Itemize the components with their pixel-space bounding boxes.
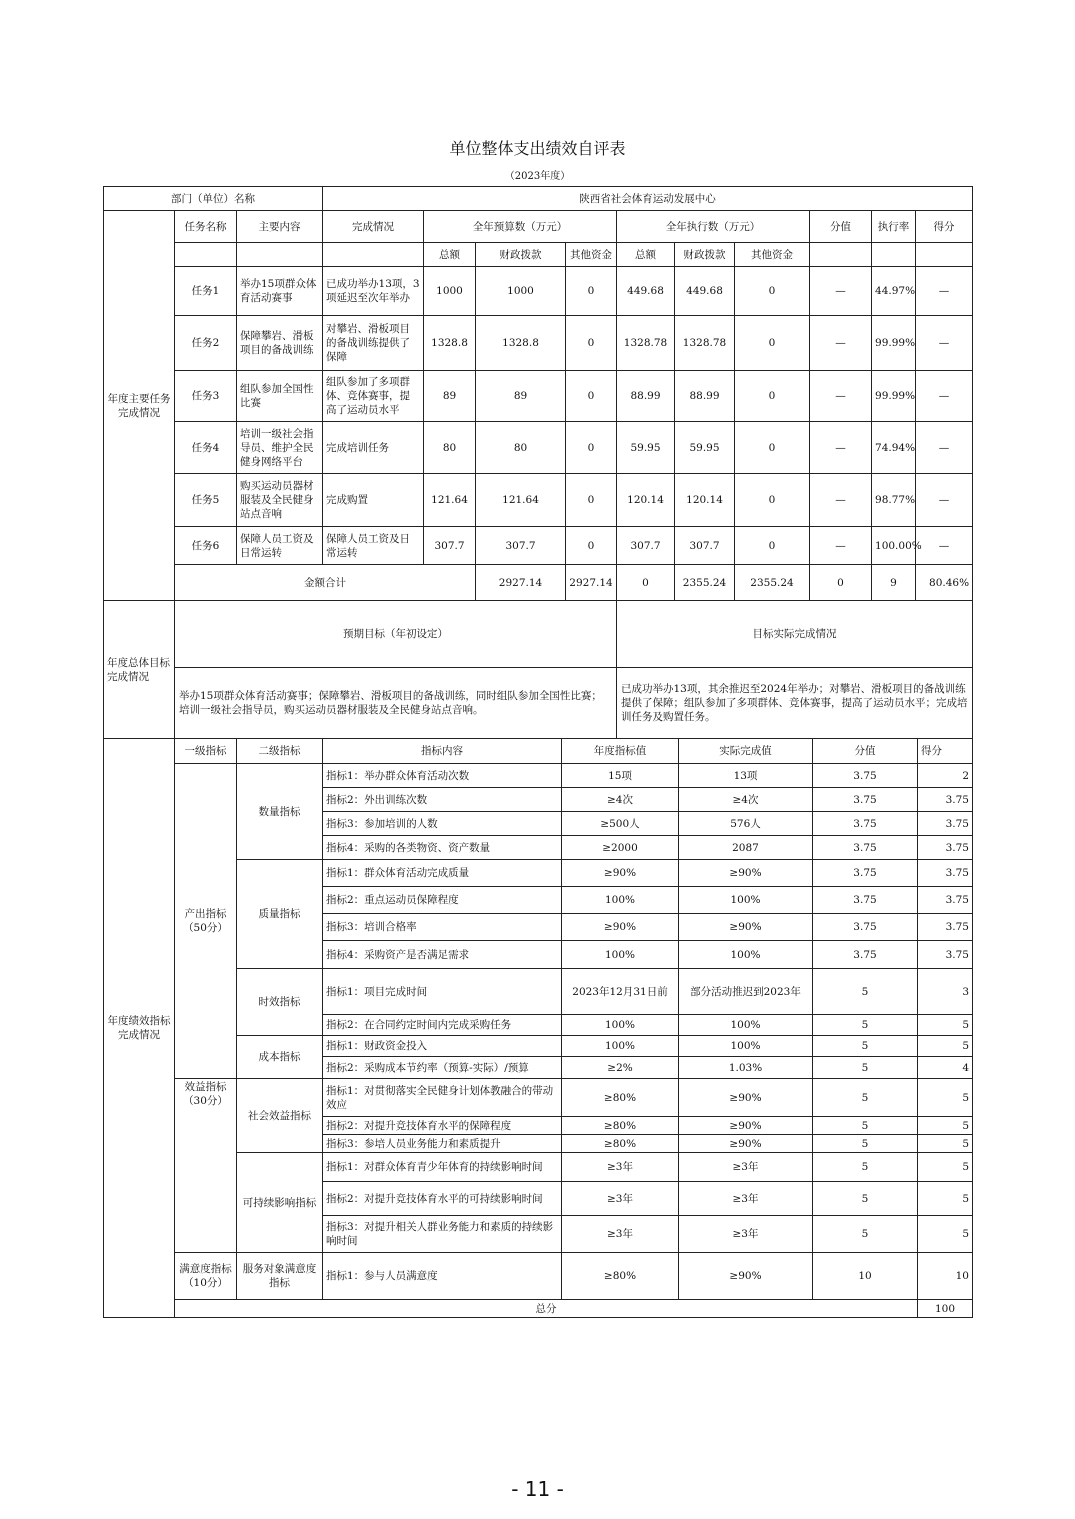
- indicator-content: 指标2：重点运动员保障程度: [323, 887, 562, 914]
- hdr-level1: 一级指标: [175, 739, 237, 764]
- benefit-label: 效益指标（30分）: [175, 1079, 237, 1253]
- task-rate: 99.99%: [872, 316, 916, 371]
- indicator-actual: 100%: [679, 1015, 813, 1036]
- task-row: [104, 267, 973, 316]
- hdr-indicator-content: 指标内容: [323, 739, 562, 764]
- task-name: 任务4: [175, 422, 237, 474]
- hdr-score-value: 分值: [810, 211, 872, 243]
- task-exec-fiscal: 307.7: [675, 527, 735, 565]
- indicator-actual: 部分活动推迟到2023年: [679, 969, 813, 1015]
- indicator-score: 2: [918, 764, 973, 788]
- goal-actual-header: 目标实际完成情况: [617, 601, 973, 668]
- dept-name: 陕西省社会体育运动发展中心: [323, 187, 973, 211]
- indicator-score: 3.75: [918, 887, 973, 914]
- task-budget-other: 0: [566, 527, 617, 565]
- task-budget-fiscal: 1000: [476, 267, 566, 316]
- task-budget-fiscal: 307.7: [476, 527, 566, 565]
- indicator-value: 3.75: [813, 887, 918, 914]
- page-number: - 11 -: [511, 1477, 564, 1501]
- task-row: [104, 527, 973, 565]
- total-exec-fiscal: 2355.24: [735, 565, 810, 601]
- total-row: [104, 565, 973, 601]
- indicator-target: ≥3年: [562, 1182, 679, 1216]
- indicator-content: 指标3：参加培训的人数: [323, 812, 562, 836]
- indicator-content: 指标2：在合同约定时间内完成采购任务: [323, 1015, 562, 1036]
- task-exec-total: 59.95: [617, 422, 675, 474]
- total-budget-fiscal: 2927.14: [566, 565, 617, 601]
- task-score: —: [916, 316, 973, 371]
- hdr-exec-other: 其他资金: [735, 243, 810, 267]
- task-table: [103, 186, 973, 601]
- goal-expected-header: 预期目标（年初设定）: [175, 601, 617, 668]
- indicator-content: 指标2：采购成本节约率（预算-实际）/预算: [323, 1057, 562, 1079]
- task-row: [104, 316, 973, 371]
- task-content: 组队参加全国性比赛: [237, 371, 323, 422]
- task-score: —: [916, 422, 973, 474]
- task-score: —: [916, 474, 973, 527]
- task-status: 已成功举办13项，3项延迟至次年举办: [323, 267, 424, 316]
- task-budget-fiscal: 80: [476, 422, 566, 474]
- task-budget-total: 80: [424, 422, 476, 474]
- hdr-budget-total: 总额: [424, 243, 476, 267]
- task-exec-fiscal: 88.99: [675, 371, 735, 422]
- indicator-value: 5: [813, 1182, 918, 1216]
- hdr-budget: 全年预算数（万元）: [424, 211, 617, 243]
- task-value: —: [810, 422, 872, 474]
- dept-label: 部门（单位）名称: [104, 187, 323, 211]
- indicator-target: 15项: [562, 764, 679, 788]
- hdr-blank: [872, 243, 916, 267]
- task-name: 任务1: [175, 267, 237, 316]
- task-value: —: [810, 267, 872, 316]
- task-section-label: 年度主要任务完成情况: [104, 211, 175, 601]
- cost-label: 成本指标: [237, 1036, 323, 1079]
- sustain-label: 可持续影响指标: [237, 1153, 323, 1253]
- indicator-score: 5: [918, 1036, 973, 1057]
- indicator-value: 3.75: [813, 860, 918, 887]
- task-budget-other: 0: [566, 267, 617, 316]
- total-rate: 80.46%: [916, 565, 973, 601]
- indicator-value: 5: [813, 969, 918, 1015]
- indicator-target: ≥2%: [562, 1057, 679, 1079]
- grand-total-row: [104, 1300, 973, 1318]
- hdr-score: 得分: [916, 211, 973, 243]
- indicator-value: 3.75: [813, 788, 918, 812]
- hdr-blank: [810, 243, 872, 267]
- indicator-score: 4: [918, 1057, 973, 1079]
- goal-actual-text: 已成功举办13项，其余推迟至2024年举办；对攀岩、滑板项目的备战训练提供了保障；组队参加了多项群体、竞体赛事，提高了运动员水平；完成培训任务及购置任务。: [617, 668, 973, 739]
- indicator-score: 3.75: [918, 941, 973, 969]
- indicator-actual: 100%: [679, 1036, 813, 1057]
- indicator-score: 5: [918, 1153, 973, 1182]
- indicator-row: [104, 1079, 973, 1117]
- task-exec-other: 0: [735, 371, 810, 422]
- indicator-value: 5: [813, 1036, 918, 1057]
- output-label: 产出指标（50分）: [175, 764, 237, 1079]
- indicator-value: 5: [813, 1015, 918, 1036]
- indicator-actual: ≥3年: [679, 1216, 813, 1253]
- indicator-score: 10: [918, 1253, 973, 1300]
- indicator-score: 3.75: [918, 914, 973, 941]
- task-content: 保障攀岩、滑板项目的备战训练: [237, 316, 323, 371]
- indicator-score: 5: [918, 1079, 973, 1117]
- indicator-target: ≥80%: [562, 1079, 679, 1117]
- hdr-exec-total: 总额: [617, 243, 675, 267]
- task-budget-total: 307.7: [424, 527, 476, 565]
- indicator-score: 5: [918, 1135, 973, 1153]
- indicator-actual: ≥90%: [679, 1079, 813, 1117]
- task-exec-other: 0: [735, 422, 810, 474]
- task-name: 任务5: [175, 474, 237, 527]
- indicator-value: 10: [813, 1253, 918, 1300]
- indicator-target: ≥500人: [562, 812, 679, 836]
- indicator-score: 5: [918, 1216, 973, 1253]
- indicator-score: 5: [918, 1182, 973, 1216]
- task-value: —: [810, 474, 872, 527]
- indicator-target: 100%: [562, 1036, 679, 1057]
- indicator-actual: ≥90%: [679, 914, 813, 941]
- grand-total-label: 总分: [175, 1300, 918, 1318]
- task-exec-total: 88.99: [617, 371, 675, 422]
- indicator-value: 5: [813, 1117, 918, 1135]
- task-budget-other: 0: [566, 474, 617, 527]
- indicator-value: 3.75: [813, 836, 918, 860]
- task-exec-other: 0: [735, 527, 810, 565]
- task-budget-total: 1000: [424, 267, 476, 316]
- hdr-blank: [175, 243, 237, 267]
- indicator-actual: ≥4次: [679, 788, 813, 812]
- indicator-content: 指标2：外出训练次数: [323, 788, 562, 812]
- hdr-level2: 二级指标: [237, 739, 323, 764]
- indicator-value: 5: [813, 1057, 918, 1079]
- page-title: 单位整体支出绩效自评表: [449, 139, 626, 158]
- indicator-actual: ≥90%: [679, 860, 813, 887]
- indicator-value: 3.75: [813, 764, 918, 788]
- goal-expected-text: 举办15项群众体育活动赛事；保障攀岩、滑板项目的备战训练，同时组队参加全国性比赛；培训一级社会指导员，购买运动员器材服装及全民健身站点音响。: [175, 668, 617, 739]
- indicator-target: 100%: [562, 1015, 679, 1036]
- task-exec-other: 0: [735, 474, 810, 527]
- indicator-score: 5: [918, 1117, 973, 1135]
- total-exec-other: 0: [810, 565, 872, 601]
- task-budget-other: 0: [566, 371, 617, 422]
- indicator-content: 指标1：参与人员满意度: [323, 1253, 562, 1300]
- task-exec-total: 120.14: [617, 474, 675, 527]
- hdr-blank: [916, 243, 973, 267]
- hdr-status: 完成情况: [323, 211, 424, 243]
- indicator-content: 指标1：财政资金投入: [323, 1036, 562, 1057]
- total-exec-total: 2355.24: [675, 565, 735, 601]
- indicator-value: 5: [813, 1079, 918, 1117]
- perf-table: [103, 738, 973, 1318]
- hdr-exec-fiscal: 财政拨款: [675, 243, 735, 267]
- hdr-exec-rate: 执行率: [872, 211, 916, 243]
- indicator-row: [104, 764, 973, 788]
- task-status: 对攀岩、滑板项目的备战训练提供了保障: [323, 316, 424, 371]
- indicator-actual: 100%: [679, 941, 813, 969]
- indicator-target: ≥90%: [562, 914, 679, 941]
- indicator-score: 5: [918, 1015, 973, 1036]
- task-exec-fiscal: 1328.78: [675, 316, 735, 371]
- indicator-content: 指标3：培训合格率: [323, 914, 562, 941]
- task-content: 保障人员工资及日常运转: [237, 527, 323, 565]
- hdr-actual: 实际完成值: [679, 739, 813, 764]
- indicator-target: ≥80%: [562, 1117, 679, 1135]
- page-subtitle: （2023年度）: [504, 171, 571, 182]
- indicator-actual: ≥3年: [679, 1182, 813, 1216]
- hdr-content: 主要内容: [237, 211, 323, 243]
- task-name: 任务6: [175, 527, 237, 565]
- quantity-label: 数量指标: [237, 764, 323, 860]
- indicator-content: 指标1：对群众体育青少年体育的持续影响时间: [323, 1153, 562, 1182]
- indicator-content: 指标4：采购的各类物资、资产数量: [323, 836, 562, 860]
- timeliness-label: 时效指标: [237, 969, 323, 1036]
- task-name: 任务3: [175, 371, 237, 422]
- task-content: 举办15项群众体育活动赛事: [237, 267, 323, 316]
- task-row: [104, 474, 973, 527]
- grand-total-value: 100: [918, 1300, 973, 1318]
- task-rate: 74.94%: [872, 422, 916, 474]
- indicator-target: ≥80%: [562, 1135, 679, 1153]
- hdr-target: 年度指标值: [562, 739, 679, 764]
- hdr-exec: 全年执行数（万元）: [617, 211, 810, 243]
- indicator-actual: 100%: [679, 887, 813, 914]
- indicator-actual: 1.03%: [679, 1057, 813, 1079]
- task-exec-total: 1328.78: [617, 316, 675, 371]
- hdr-budget-fiscal: 财政拨款: [476, 243, 566, 267]
- task-budget-fiscal: 121.64: [476, 474, 566, 527]
- goal-table: [103, 600, 973, 739]
- total-budget-total: 2927.14: [476, 565, 566, 601]
- task-rate: 98.77%: [872, 474, 916, 527]
- indicator-actual: ≥90%: [679, 1253, 813, 1300]
- task-exec-other: 0: [735, 267, 810, 316]
- perf-section-label: 年度绩效指标完成情况: [104, 739, 175, 1318]
- total-budget-other: 0: [617, 565, 675, 601]
- goal-section-label: 年度总体目标完成情况: [104, 601, 175, 739]
- task-exec-fiscal: 120.14: [675, 474, 735, 527]
- indicator-content: 指标4：采购资产是否满足需求: [323, 941, 562, 969]
- indicator-value: 5: [813, 1153, 918, 1182]
- task-value: —: [810, 527, 872, 565]
- task-status: 保障人员工资及日常运转: [323, 527, 424, 565]
- hdr-task-name: 任务名称: [175, 211, 237, 243]
- indicator-row: [104, 1253, 973, 1300]
- task-score: —: [916, 527, 973, 565]
- indicator-value: 3.75: [813, 812, 918, 836]
- task-status: 组队参加了多项群体、竞体赛事，提高了运动员水平: [323, 371, 424, 422]
- indicator-target: 2023年12月31日前: [562, 969, 679, 1015]
- indicator-target: 100%: [562, 941, 679, 969]
- task-row: [104, 422, 973, 474]
- task-value: —: [810, 316, 872, 371]
- task-score: —: [916, 267, 973, 316]
- total-label: 金额合计: [175, 565, 476, 601]
- indicator-content: 指标1：举办群众体育活动次数: [323, 764, 562, 788]
- task-budget-total: 121.64: [424, 474, 476, 527]
- indicator-target: ≥4次: [562, 788, 679, 812]
- task-value: —: [810, 371, 872, 422]
- task-exec-fiscal: 449.68: [675, 267, 735, 316]
- task-row: [104, 371, 973, 422]
- indicator-value: 3.75: [813, 914, 918, 941]
- task-exec-other: 0: [735, 316, 810, 371]
- total-value: 9: [872, 565, 916, 601]
- indicator-actual: 2087: [679, 836, 813, 860]
- indicator-content: 指标3：对提升相关人群业务能力和素质的持续影响时间: [323, 1216, 562, 1253]
- task-name: 任务2: [175, 316, 237, 371]
- task-budget-fiscal: 89: [476, 371, 566, 422]
- task-budget-total: 89: [424, 371, 476, 422]
- indicator-target: ≥3年: [562, 1216, 679, 1253]
- indicator-value: 5: [813, 1135, 918, 1153]
- indicator-target: ≥3年: [562, 1153, 679, 1182]
- indicator-score: 3.75: [918, 860, 973, 887]
- indicator-actual: 13项: [679, 764, 813, 788]
- indicator-target: ≥90%: [562, 860, 679, 887]
- service-label: 服务对象满意度指标: [237, 1253, 323, 1300]
- task-rate: 99.99%: [872, 371, 916, 422]
- indicator-score: 3.75: [918, 836, 973, 860]
- indicator-content: 指标2：对提升竞技体育水平的可持续影响时间: [323, 1182, 562, 1216]
- indicator-content: 指标1：群众体育活动完成质量: [323, 860, 562, 887]
- task-exec-total: 307.7: [617, 527, 675, 565]
- task-status: 完成购置: [323, 474, 424, 527]
- indicator-content: 指标2：对提升竞技体育水平的保障程度: [323, 1117, 562, 1135]
- indicator-actual: ≥90%: [679, 1135, 813, 1153]
- indicator-content: 指标3：参培人员业务能力和素质提升: [323, 1135, 562, 1153]
- task-content: 培训一级社会指导员、维护全民健身网络平台: [237, 422, 323, 474]
- task-score: —: [916, 371, 973, 422]
- indicator-content: 指标1：对贯彻落实全民健身计划体教融合的带动效应: [323, 1079, 562, 1117]
- hdr-score: 得分: [918, 739, 973, 764]
- indicator-actual: 576人: [679, 812, 813, 836]
- task-rate: 100.00%: [872, 527, 916, 565]
- task-exec-fiscal: 59.95: [675, 422, 735, 474]
- hdr-value: 分值: [813, 739, 918, 764]
- social-label: 社会效益指标: [237, 1079, 323, 1153]
- indicator-value: 5: [813, 1216, 918, 1253]
- task-rate: 44.97%: [872, 267, 916, 316]
- hdr-budget-other: 其他资金: [566, 243, 617, 267]
- task-status: 完成培训任务: [323, 422, 424, 474]
- indicator-content: 指标1：项目完成时间: [323, 969, 562, 1015]
- indicator-actual: ≥3年: [679, 1153, 813, 1182]
- task-exec-total: 449.68: [617, 267, 675, 316]
- task-budget-other: 0: [566, 316, 617, 371]
- indicator-target: ≥80%: [562, 1253, 679, 1300]
- indicator-score: 3: [918, 969, 973, 1015]
- task-budget-fiscal: 1328.8: [476, 316, 566, 371]
- indicator-score: 3.75: [918, 812, 973, 836]
- task-content: 购买运动员器材服装及全民健身站点音响: [237, 474, 323, 527]
- task-budget-other: 0: [566, 422, 617, 474]
- hdr-blank: [323, 243, 424, 267]
- task-budget-total: 1328.8: [424, 316, 476, 371]
- satisfaction-label: 满意度指标（10分）: [175, 1253, 237, 1300]
- indicator-actual: ≥90%: [679, 1117, 813, 1135]
- hdr-blank: [237, 243, 323, 267]
- quality-label: 质量指标: [237, 860, 323, 969]
- indicator-value: 3.75: [813, 941, 918, 969]
- indicator-target: ≥2000: [562, 836, 679, 860]
- indicator-target: 100%: [562, 887, 679, 914]
- indicator-score: 3.75: [918, 788, 973, 812]
